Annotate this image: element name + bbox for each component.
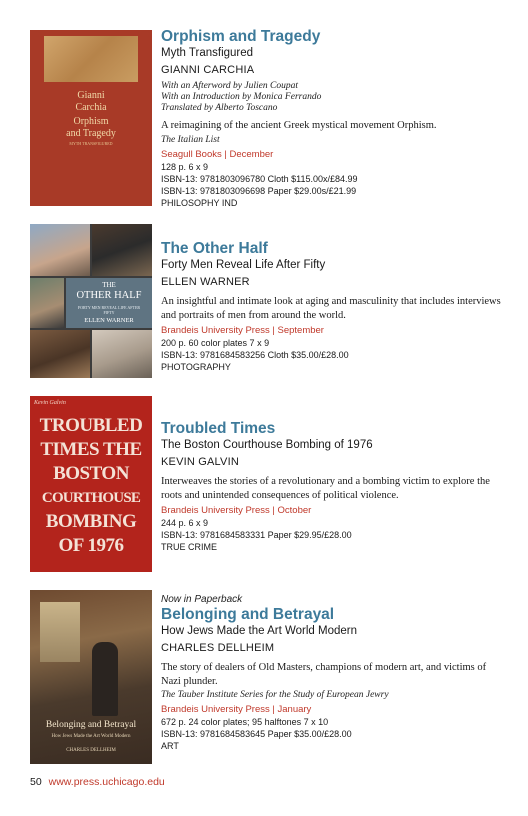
book-entry-belonging-betrayal [30, 588, 510, 768]
cover-title-line: OF 1976 [58, 535, 124, 556]
cover-title-line: COURTHOUSE [41, 490, 141, 506]
book-cover-troubled-times[interactable] [30, 396, 152, 572]
book-spec: 128 p. 6 x 9 [161, 161, 209, 172]
book-description: An insightful and intimate look at aging and masculinity that includes interviews and portraits of men from around the world. [161, 296, 501, 321]
cover-title-line: BOSTON [53, 463, 129, 484]
book-credit: With an Afterword by Julien Coupat [161, 81, 298, 91]
footer-url-link[interactable]: www.press.uchicago.edu [48, 776, 165, 788]
book-description: Interweaves the stories of a revolutionary and a bombing victim to explore the roots and unintended consequences of political violence. [161, 476, 490, 501]
cover-author: Kevin Galvin [34, 400, 66, 406]
cover-title-line: TROUBLED [39, 415, 143, 436]
cover-title: Belonging and Betrayal [45, 720, 137, 730]
cover-title-block [32, 414, 150, 558]
cover-painting-figure [92, 642, 118, 716]
cover-title-line1: Orphism [73, 116, 109, 127]
book-spec: ISBN-13: 9781684583331 Paper $29.95/£28.00 [161, 530, 352, 540]
book-spec: ISBN-13: 9781803096780 Cloth $115.00x/£84.99 [161, 173, 358, 184]
book-info-orphism [161, 28, 506, 209]
cover-portrait-photo [30, 330, 90, 378]
book-cover-belonging-betrayal[interactable] [30, 590, 152, 764]
cover-title-author: ELLEN WARNER [84, 317, 134, 324]
cover-author: CHARLES DELLHEIM [66, 748, 116, 753]
book-publisher[interactable]: Brandeis University Press | September [161, 325, 324, 336]
cover-portrait-photo [92, 330, 152, 378]
cover-title-sub: FORTY MEN REVEAL LIFE AFTER FIFTY [77, 305, 141, 315]
book-spec: PHOTOGRAPHY [161, 362, 231, 372]
book-spec: TRUE CRIME [161, 542, 217, 552]
book-publisher[interactable]: Brandeis University Press | October [161, 505, 312, 516]
book-series: The Tauber Institute Series for the Study of European Jewry [161, 690, 389, 700]
book-spec: 244 p. 6 x 9 [161, 518, 209, 528]
book-title[interactable]: Orphism and Tragedy [161, 28, 321, 45]
book-credit: With an Introduction by Monica Ferrando [161, 92, 322, 102]
book-spec: ART [161, 741, 179, 751]
cover-title-line2: and Tragedy [66, 128, 116, 139]
cover-painting-window [40, 602, 80, 662]
book-credit: Translated by Alberto Toscano [161, 103, 278, 113]
book-publisher[interactable]: Brandeis University Press | January [161, 704, 312, 715]
book-description: The story of dealers of Old Masters, champions of modern art, and victims of Nazi plunder. [161, 662, 487, 687]
book-entry-orphism [30, 28, 510, 208]
book-title[interactable]: Belonging and Betrayal [161, 606, 335, 623]
cover-title-line: BOMBING [45, 511, 137, 532]
book-publisher[interactable]: Seagull Books | December [161, 148, 274, 160]
cover-author-last: Carchia [75, 102, 107, 113]
book-info-other-half [161, 240, 506, 373]
book-spec: ISBN-13: 9781684583645 Paper $35.00/£28.00 [161, 729, 352, 739]
book-info-troubled-times [161, 420, 506, 553]
page-footer [30, 776, 165, 788]
book-kicker: Now in Paperback [161, 594, 243, 605]
cover-subtitle: How Jews Made the Art World Modern [51, 734, 131, 739]
book-author: GIANNI CARCHIA [161, 64, 255, 76]
cover-author-first: Gianni [77, 90, 105, 101]
cover-title-line: TIMES THE [40, 439, 142, 460]
cover-title-top: THE [102, 281, 116, 289]
cover-portrait-photo [30, 278, 64, 328]
book-subtitle: Forty Men Reveal Life After Fifty [161, 259, 326, 271]
book-author: ELLEN WARNER [161, 276, 250, 288]
book-spec: 200 p. 60 color plates 7 x 9 [161, 338, 270, 348]
book-author: CHARLES DELLHEIM [161, 642, 275, 654]
page-number: 50 [30, 776, 42, 788]
book-subtitle: Myth Transfigured [161, 47, 254, 59]
cover-portrait-photo [30, 224, 90, 276]
book-title[interactable]: Troubled Times [161, 420, 276, 437]
book-entry-other-half [30, 222, 510, 382]
book-cover-orphism[interactable] [30, 30, 152, 206]
book-cover-other-half[interactable] [30, 224, 152, 378]
cover-portrait-photo [92, 224, 152, 276]
book-description: A reimagining of the ancient Greek mystical movement Orphism. [161, 120, 437, 131]
cover-title-main: OTHER HALF [76, 290, 142, 301]
book-spec: ISBN-13: 9781684583256 Cloth $35.00/£28.00 [161, 350, 349, 360]
book-entry-troubled-times [30, 394, 510, 574]
book-spec: ISBN-13: 9781803096698 Paper $29.00s/£21.99 [161, 185, 357, 196]
book-title[interactable]: The Other Half [161, 240, 268, 257]
book-author: KEVIN GALVIN [161, 456, 239, 468]
book-subtitle: How Jews Made the Art World Modern [161, 625, 358, 637]
book-spec: PHILOSOPHY IND [161, 197, 238, 208]
cover-subtitle: MYTH TRANSFIGURED [69, 141, 113, 146]
book-spec: 672 p. 24 color plates; 95 halftones 7 x 10 [161, 717, 329, 727]
book-series: The Italian List [161, 134, 220, 145]
cover-tablet-image [44, 36, 138, 82]
cover-title-panel [66, 278, 152, 328]
book-subtitle: The Boston Courthouse Bombing of 1976 [161, 439, 373, 451]
book-info-belonging-betrayal [161, 594, 506, 752]
